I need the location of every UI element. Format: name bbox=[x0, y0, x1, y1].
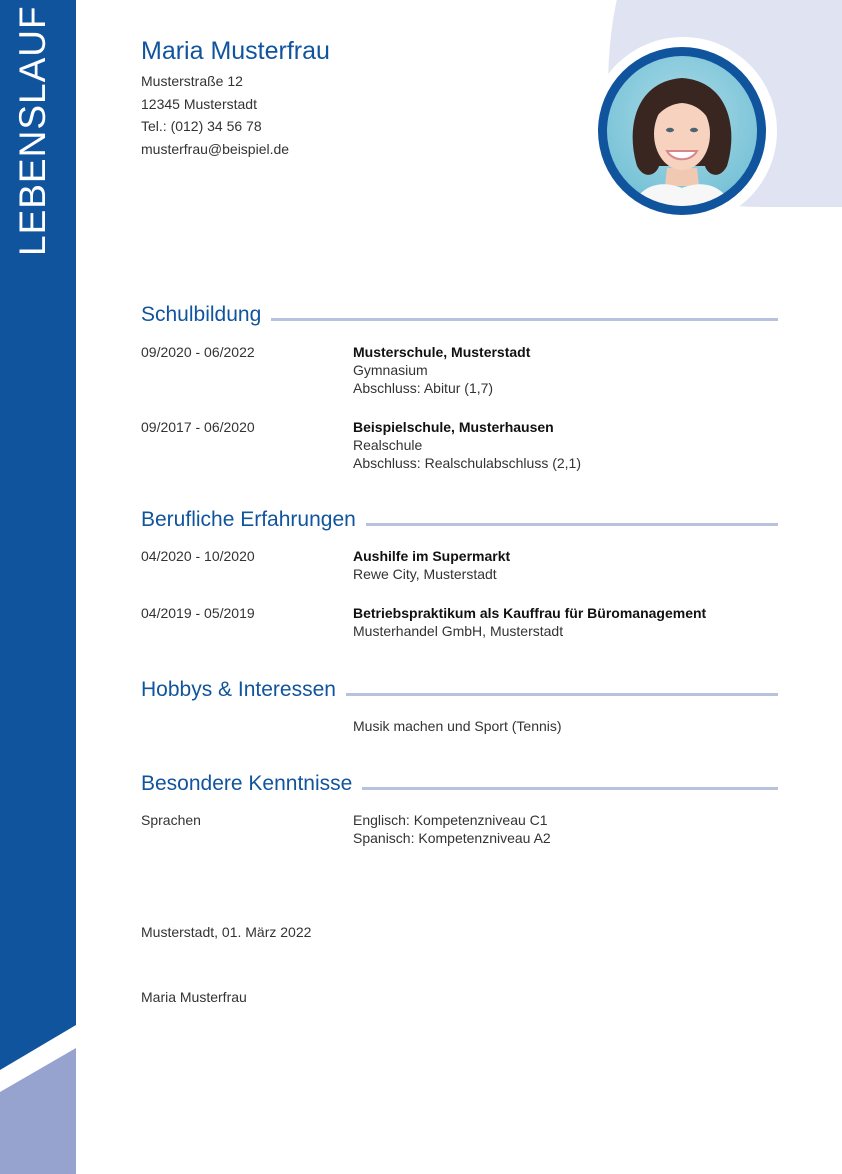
section-divider bbox=[271, 318, 778, 321]
entry-line: Englisch: Kompetenzniveau C1 bbox=[353, 812, 548, 828]
person-portrait-icon bbox=[607, 56, 757, 206]
entry-line: Musik machen und Sport (Tennis) bbox=[353, 718, 562, 734]
place-date: Musterstadt, 01. März 2022 bbox=[141, 924, 312, 940]
entry-line: Gymnasium bbox=[353, 362, 428, 378]
entry-date: 04/2020 - 10/2020 bbox=[141, 548, 255, 564]
section-divider bbox=[366, 523, 778, 526]
contact-email[interactable]: musterfrau@beispiel.de bbox=[141, 140, 290, 157]
experience-entry bbox=[141, 604, 778, 640]
section-besondere-kenntnisse bbox=[141, 771, 778, 847]
experience-entry bbox=[141, 547, 778, 583]
applicant-name: Maria Musterfrau bbox=[141, 37, 330, 65]
entry-date: 09/2020 - 06/2022 bbox=[141, 344, 255, 360]
entry-label: Sprachen bbox=[141, 812, 201, 828]
section-title: Schulbildung bbox=[141, 303, 262, 326]
education-entry bbox=[141, 418, 778, 472]
document-title: LEBENSLAUF bbox=[12, 5, 53, 256]
contact-city: 12345 Musterstadt bbox=[141, 95, 257, 112]
entry-line: Abschluss: Abitur (1,7) bbox=[353, 380, 494, 396]
entry-title: Aushilfe im Supermarkt bbox=[353, 548, 511, 564]
section-hobbys bbox=[141, 677, 778, 735]
profile-photo bbox=[607, 56, 757, 206]
entry-line: Abschluss: Realschulabschluss (2,1) bbox=[353, 455, 581, 471]
section-divider bbox=[346, 693, 778, 696]
entry-line: Realschule bbox=[353, 437, 423, 453]
contact-street: Musterstraße 12 bbox=[141, 73, 243, 89]
entry-title: Betriebspraktikum als Kauffrau für Büromanagement bbox=[353, 605, 707, 621]
entry-line: Spanisch: Kompetenzniveau A2 bbox=[353, 830, 551, 846]
section-title: Hobbys & Interessen bbox=[141, 678, 336, 701]
contact-phone: Tel.: (012) 34 56 78 bbox=[141, 118, 262, 134]
skill-entry bbox=[141, 811, 778, 847]
entry-line: Musterhandel GmbH, Musterstadt bbox=[353, 623, 564, 639]
entry-date: 04/2019 - 05/2019 bbox=[141, 605, 255, 621]
entry-title: Musterschule, Musterstadt bbox=[353, 344, 531, 360]
education-entry bbox=[141, 343, 778, 397]
sidebar-strip bbox=[0, 0, 76, 1174]
section-title: Berufliche Erfahrungen bbox=[141, 508, 356, 531]
section-title: Besondere Kenntnisse bbox=[141, 772, 353, 795]
entry-line: Rewe City, Musterstadt bbox=[353, 566, 497, 582]
section-divider bbox=[362, 787, 778, 790]
header bbox=[141, 36, 330, 160]
signature: Maria Musterfrau bbox=[141, 989, 247, 1005]
entry-title: Beispielschule, Musterhausen bbox=[353, 419, 554, 435]
section-schulbildung bbox=[141, 302, 778, 472]
section-berufliche-erfahrungen bbox=[141, 507, 778, 640]
hobby-entry bbox=[141, 717, 778, 735]
entry-date: 09/2017 - 06/2020 bbox=[141, 419, 255, 435]
